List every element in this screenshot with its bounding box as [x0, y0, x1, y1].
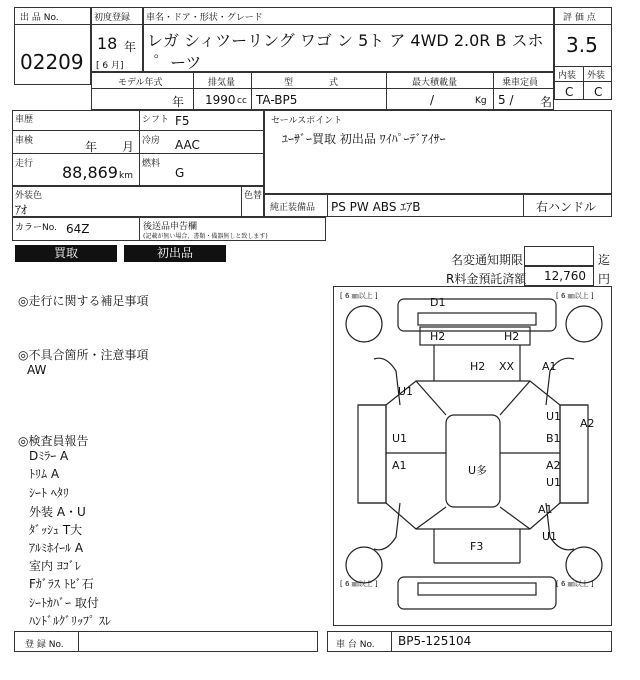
recycle-unit: 円: [598, 272, 611, 286]
inspector-item: 室内 ﾖｺﾞﾚ: [29, 559, 81, 573]
inspector-item: Dﾐﾗｰ A: [29, 449, 69, 463]
damage-mark: U1: [398, 385, 414, 398]
mileage-label: 走行: [15, 159, 34, 169]
model-year-label: モデル年式: [118, 78, 163, 88]
exterior-label: 外装: [587, 71, 606, 81]
reg-no-label: 登 録 No.: [25, 640, 64, 650]
inspector-item: ﾄﾘﾑ A: [29, 467, 60, 481]
inspector-item: 外装 A・U: [29, 505, 86, 519]
capacity-label: 乗車定員: [502, 78, 539, 88]
inspector-item: Fｶﾞﾗｽ ﾄﾋﾞ石: [29, 577, 94, 591]
damage-mark: U1: [546, 410, 562, 423]
ext-color-label: 外装色: [15, 191, 43, 201]
ext-color-value: ｱｵ: [15, 203, 28, 217]
damage-mark: A1: [542, 360, 557, 373]
chassis-label: 車 台 No.: [336, 640, 375, 650]
inspector-item: ﾀﾞｯｼｭ T大: [29, 523, 83, 537]
damage-mark: U多: [468, 464, 488, 477]
docs-label: 後送品申告欄: [143, 222, 198, 232]
defects-title: ◎不具合箇所・注意事項: [18, 348, 149, 362]
first-reg-month: [ 6 月]: [96, 61, 124, 71]
history-label: 車歴: [15, 115, 34, 125]
first-listing-badge: 初出品: [124, 245, 226, 262]
shaken-year-unit: 年: [85, 140, 98, 154]
fuel-label: 燃料: [142, 159, 161, 169]
max-load-label: 最大積載量: [412, 78, 458, 88]
exterior-score: C: [594, 85, 603, 99]
shaken-month-unit: 月: [122, 140, 135, 154]
max-load-slash: /: [430, 93, 435, 107]
damage-mark: A1: [538, 503, 553, 516]
inspector-item: ｱﾙﾐﾎｲｰﾙ A: [29, 541, 84, 555]
docs-note: (記載が無い場合、書類・備器無しと致します): [143, 233, 268, 240]
damage-mark: H2: [470, 360, 486, 373]
recycle-label: R料金預託済額: [446, 272, 527, 286]
model-year-unit: 年: [172, 95, 185, 109]
color-change-label: 色替: [244, 191, 263, 201]
color-no-label: カラーNo.: [15, 223, 57, 233]
inspector-item: ｼｰﾄ ﾍﾀﾘ: [29, 486, 69, 500]
first-reg-year-unit: 年: [124, 40, 137, 54]
overall-score: 3.5: [566, 33, 598, 57]
damage-mark: A1: [392, 459, 407, 472]
sales-point-text: ﾕｰｻﾞｰ買取 初出品 ﾜｲﾊﾟｰﾃﾞｱｲｻｰ: [282, 132, 446, 146]
displacement-label: 排気量: [208, 78, 236, 88]
mileage-unit: km: [119, 171, 133, 181]
equipment-label: 純正装備品: [270, 203, 316, 213]
shaken-label: 車検: [15, 136, 34, 146]
lot-label: 出 品 No.: [20, 13, 59, 23]
damage-mark: U1: [542, 530, 558, 543]
ext-color-box: [12, 186, 264, 217]
inspector-item: ｼｰﾄｶﾊﾞｰ 取付: [29, 596, 99, 610]
max-load-unit: Kg: [475, 96, 487, 106]
damage-mark: A2: [580, 417, 595, 430]
lot-number: 02209: [20, 50, 84, 74]
tire-depth-front-right: [ 6 ㎜以上 ]: [556, 292, 594, 300]
color-no-value: 64Z: [66, 222, 90, 236]
sales-point-label: セールスポイント: [271, 116, 343, 126]
damage-mark: A2: [546, 459, 561, 472]
damage-mark: U1: [546, 476, 562, 489]
damage-mark: H2: [430, 330, 446, 343]
ac-label: 冷房: [142, 136, 161, 146]
shift-label: シフト: [142, 115, 170, 125]
capacity-value: 5 /: [498, 93, 514, 107]
model-type: TA-BP5: [256, 93, 298, 107]
name-change-label: 名変通知期限: [451, 253, 524, 267]
tire-depth-rear-left: [ 6 ㎜以上 ]: [340, 580, 378, 588]
type-label: 型 式: [284, 78, 339, 88]
damage-mark: F3: [470, 540, 484, 553]
equipment-value: PS PW ABS ｴｱB: [331, 200, 421, 214]
damage-mark: H2: [504, 330, 520, 343]
fuel-value: G: [175, 166, 185, 180]
ac-value: AAC: [175, 138, 200, 152]
damage-diagram: [333, 286, 612, 626]
car-outline-svg: [334, 287, 611, 625]
name-change-box: [524, 246, 594, 266]
damage-mark: XX: [499, 360, 515, 373]
damage-mark: D1: [430, 296, 446, 309]
first-reg-label: 初度登録: [94, 13, 131, 23]
mileage-value: 88,869: [62, 163, 118, 182]
car-name-line1: レガ シィツーリング ワゴ ン 5ト ア 4WD 2.0R B スホ: [147, 31, 544, 50]
displacement-unit: cc: [237, 96, 247, 106]
car-name-label: 車名・ドア・形状・グレード: [146, 13, 263, 23]
capacity-unit: 名: [540, 95, 553, 109]
name-change-unit: 迄: [598, 253, 611, 267]
handle-position: 右ハンドル: [536, 200, 597, 214]
inspector-report-title: ◎検査員報告: [18, 434, 89, 448]
buyback-badge: 買取: [15, 245, 117, 262]
displacement-value: 1990: [205, 93, 236, 107]
inspector-item: ﾊﾝﾄﾞﾙｸﾞﾘｯﾌﾟ ｽﾚ: [29, 614, 111, 628]
interior-label: 内装: [558, 71, 577, 81]
tire-depth-front-left: [ 6 ㎜以上 ]: [340, 292, 378, 300]
first-reg-year: 18: [97, 34, 118, 53]
tire-depth-rear-right: [ 6 ㎜以上 ]: [556, 580, 594, 588]
shift-value: F5: [175, 114, 190, 128]
chassis-number: BP5-125104: [398, 634, 472, 648]
damage-mark: U1: [392, 432, 408, 445]
interior-score: C: [565, 85, 574, 99]
recycle-amount: 12,760: [544, 269, 586, 283]
score-label: 評 価 点: [563, 13, 596, 23]
details-left-box: [12, 110, 264, 186]
driving-notes-title: ◎走行に関する補足事項: [18, 294, 149, 308]
damage-mark: B1: [546, 432, 561, 445]
defects-value: AW: [27, 363, 47, 377]
car-name-line2: ゜ーツ: [154, 53, 202, 72]
